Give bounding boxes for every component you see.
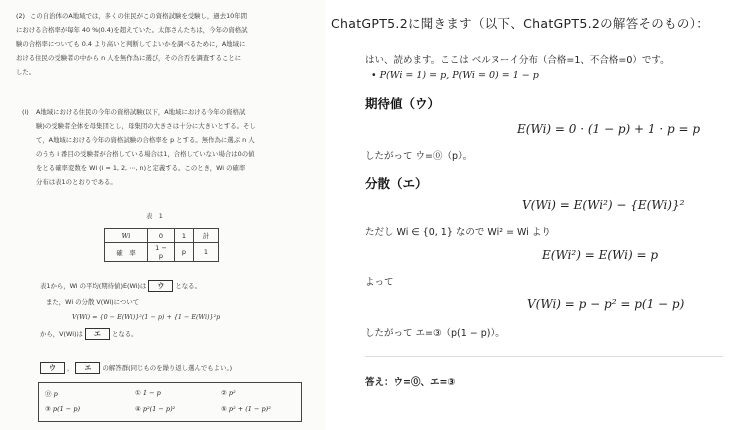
text-fragment: となる。	[175, 282, 201, 290]
text-line	[40, 280, 201, 292]
text-fragment: から，V(Wi)は	[40, 330, 83, 338]
sub-number: (i)	[22, 108, 29, 116]
table-cell: p	[175, 243, 194, 262]
table-cell: 0	[148, 229, 175, 243]
bullet-item	[371, 70, 539, 81]
answer-box-u: ウ	[40, 362, 65, 374]
choice-item	[135, 389, 161, 397]
choice-item	[135, 405, 175, 413]
table-title: 表 1	[146, 212, 163, 220]
sub-line: 験)の受験者全体を母集団とし，母集団の大きさは十分に大きいとする。そし	[36, 122, 256, 130]
choice-text: p	[53, 390, 58, 398]
choice-text: p²(1 − p)²	[142, 405, 176, 413]
text-line: また，Wi の分散 V(Wi)について	[46, 298, 140, 306]
probability-table	[104, 228, 219, 262]
table-cell: 1 − p	[148, 243, 175, 262]
choice-number: ⓪	[45, 390, 52, 398]
text-fragment: となる。	[111, 330, 138, 338]
sub-line: をとる確率変数を Wi (i = 1, 2, ⋯, n)と定義する。このとき，Wi の確率	[36, 164, 246, 172]
equation-variance: V(Wi) = E(Wi²) − {E(Wi)}²	[522, 198, 685, 212]
final-answer: 答え：ウ=⓪、エ=③	[365, 377, 456, 388]
intro-line: おける住民の受験者の中から n 人を無作為に選び，その合否を調査することに	[16, 54, 242, 62]
table-cell: 確 率	[105, 243, 148, 262]
choice-number: ①	[135, 389, 141, 397]
equation-final: V(Wi) = p − p² = p(1 − p)	[527, 297, 685, 311]
text-fragment: の解答群(同じものを繰り返し選んでもよい。)	[102, 364, 233, 372]
choice-item	[45, 405, 80, 413]
intro-line: 験の合格率についても 0.4 より高いと判断してよいかを調べるために，A地域に	[16, 40, 246, 48]
equation-expectation: E(Wi) = 0 · (1 − p) + 1 · p = p	[517, 122, 701, 136]
sub-line: 分布は表1のとおりである。	[36, 178, 117, 186]
choice-text: 1 − p	[142, 389, 161, 397]
choice-text: p²	[228, 389, 236, 397]
conclusion-u: したがって ウ=⓪（p）。	[365, 151, 473, 162]
equation-square: E(Wi²) = E(Wi) = p	[542, 248, 659, 262]
table-cell: 1	[194, 243, 219, 262]
divider	[365, 356, 723, 357]
choice-item	[221, 389, 236, 397]
choice-number: ②	[221, 389, 227, 397]
choice-number: ③	[45, 405, 51, 413]
chatgpt-answer-panel	[327, 0, 745, 430]
heading-variance: 分散（エ）	[365, 176, 428, 191]
answer-box-e: エ	[85, 328, 110, 340]
table-cell: Wi	[105, 229, 148, 243]
choice-item	[45, 389, 58, 398]
note-line: ただし Wi ∈ {0, 1} なので Wi² = Wi より	[365, 227, 551, 238]
answer-choices-box	[38, 382, 302, 422]
intro-line: した。	[16, 68, 36, 76]
bullet-text: P(Wi = 1) = p, P(Wi = 0) = 1 − p	[379, 70, 539, 81]
problem-number: (2)	[16, 12, 26, 20]
text-line	[40, 328, 138, 340]
heading-expectation: 期待値（ウ）	[365, 96, 441, 111]
choice-text: p² + (1 − p)²	[228, 405, 271, 413]
choice-number: ④	[135, 405, 141, 413]
table-row	[105, 243, 219, 262]
table-row	[105, 229, 219, 243]
exam-page-image	[0, 0, 325, 430]
sub-line: て，A地域における今年の資格試験の合格率を p とする。無作為に選ぶ n 人	[36, 136, 255, 144]
choice-item	[221, 405, 271, 413]
answer-box-u: ウ	[148, 280, 173, 292]
table-cell: 計	[194, 229, 219, 243]
intro-line: はい、読めます。ここは ベルヌーイ分布（合格=1、不合格=0）です。	[365, 55, 670, 66]
page-header: ChatGPT5.2に聞きます（以下、ChatGPT5.2の解答そのもの）：	[331, 16, 710, 31]
choice-text: p(1 − p)	[52, 405, 81, 413]
answer-box-e: エ	[75, 362, 100, 374]
answer-group-heading: ウ ， エ の解答群(同じものを繰り返し選んでもよい。)	[40, 362, 232, 374]
choice-number: ⑤	[221, 405, 227, 413]
sub-line: のうち i 番目の受験者が合格している場合は1，合格していない場合は0の値	[36, 150, 255, 158]
intro-line: この自治体のA地域では，多くの住民がこの資格試験を受験し，過去10年間	[30, 12, 248, 20]
yotte-line: よって	[365, 277, 394, 288]
table-cell: 1	[175, 229, 194, 243]
conclusion-e: したがって エ=③（p(1 − p)）。	[365, 328, 505, 339]
bullet-icon: •	[371, 70, 380, 81]
text-fragment: 表1から，Wi の平均(期待値)E(Wi)は	[40, 282, 147, 290]
sub-line: A地域における住民の今年の資格試験(以下，A地域における今年の資格試	[36, 108, 246, 116]
variance-formula: V(Wi) = {0 − E(Wi)}²(1 − p) + {1 − E(Wi)}²p	[72, 313, 221, 321]
intro-line: における合格率が毎年 40 %(0.4)を超えていた。太郎さんたちは，今年の資格試	[16, 26, 248, 34]
